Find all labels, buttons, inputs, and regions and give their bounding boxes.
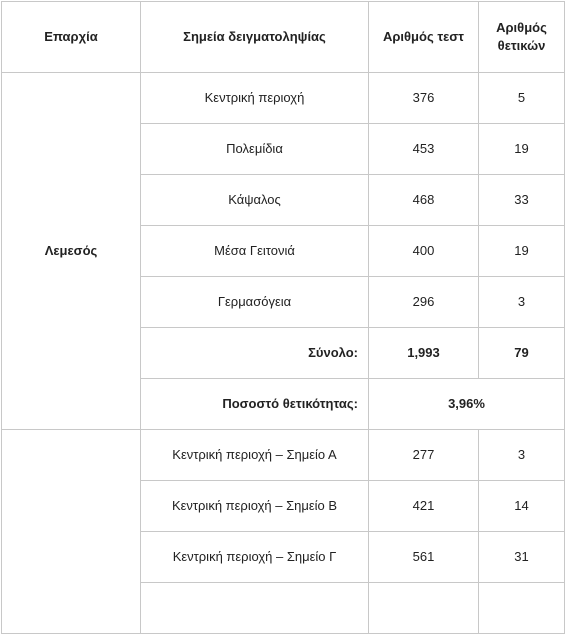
tests-cell: 296 <box>369 277 479 328</box>
sampling-point-cell: Γερμασόγεια <box>141 277 369 328</box>
sampling-point-cell: Πολεμίδια <box>141 124 369 175</box>
sampling-point-cell <box>141 583 369 634</box>
sampling-point-cell: Κεντρική περιοχή – Σημείο Γ <box>141 532 369 583</box>
positivity-rate-label: Ποσοστό θετικότητας: <box>141 379 369 430</box>
sampling-point-cell: Κεντρική περιοχή – Σημείο Α <box>141 430 369 481</box>
sampling-point-cell: Κάψαλος <box>141 175 369 226</box>
tests-cell: 453 <box>369 124 479 175</box>
district-cell <box>2 430 141 634</box>
positivity-rate-value: 3,96% <box>369 379 565 430</box>
table-row <box>2 430 565 481</box>
positives-cell: 19 <box>479 124 565 175</box>
header-row <box>2 2 565 73</box>
total-tests: 1,993 <box>369 328 479 379</box>
positives-cell: 3 <box>479 277 565 328</box>
district-cell: Λεμεσός <box>2 73 141 430</box>
positives-cell: 14 <box>479 481 565 532</box>
sampling-point-cell: Κεντρική περιοχή – Σημείο Β <box>141 481 369 532</box>
header-sampling-point: Σημεία δειγματοληψίας <box>141 2 369 73</box>
tests-cell <box>369 583 479 634</box>
header-tests: Αριθμός τεστ <box>369 2 479 73</box>
positives-cell <box>479 583 565 634</box>
sampling-point-cell: Μέσα Γειτονιά <box>141 226 369 277</box>
tests-cell: 400 <box>369 226 479 277</box>
tests-cell: 468 <box>369 175 479 226</box>
tests-cell: 376 <box>369 73 479 124</box>
testing-results-table <box>1 1 565 634</box>
positives-cell: 19 <box>479 226 565 277</box>
positives-cell: 3 <box>479 430 565 481</box>
header-district: Επαρχία <box>2 2 141 73</box>
tests-cell: 561 <box>369 532 479 583</box>
table-row <box>2 73 565 124</box>
sampling-point-cell: Κεντρική περιοχή <box>141 73 369 124</box>
tests-cell: 277 <box>369 430 479 481</box>
total-label: Σύνολο: <box>141 328 369 379</box>
positives-cell: 31 <box>479 532 565 583</box>
tests-cell: 421 <box>369 481 479 532</box>
positives-cell: 5 <box>479 73 565 124</box>
total-positives: 79 <box>479 328 565 379</box>
header-positives: Αριθμός θετικών <box>479 2 565 73</box>
positives-cell: 33 <box>479 175 565 226</box>
